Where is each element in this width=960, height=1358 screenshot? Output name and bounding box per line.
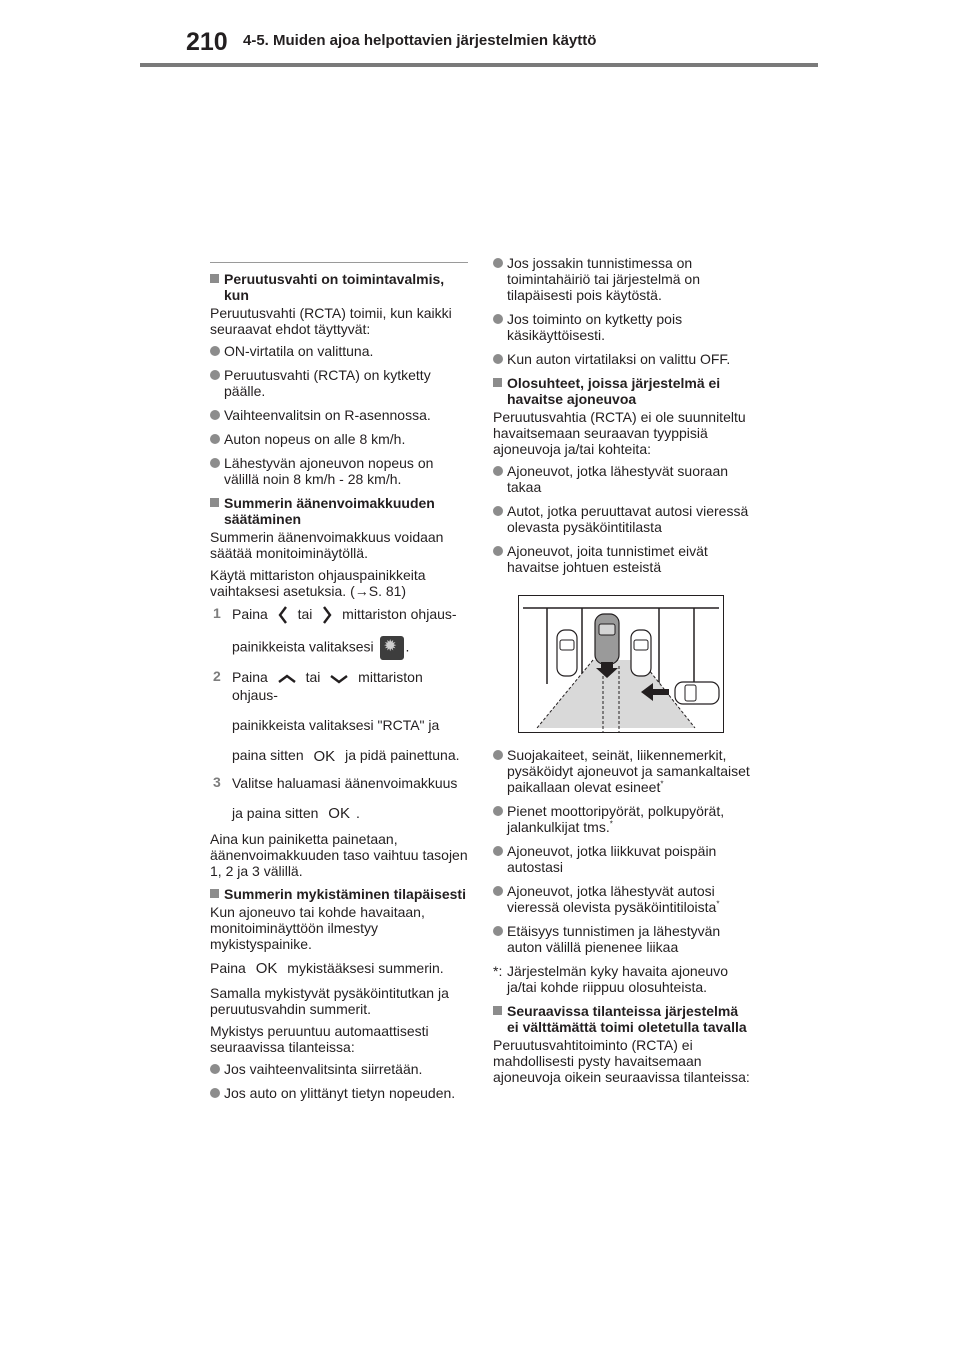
list-item: Etäisyys tunnistimen ja lähestyvän auton välillä pienenee liikaa bbox=[493, 923, 753, 955]
section-title: 4-5. Muiden ajoa helpottavien järjestelmien käyttö bbox=[243, 32, 597, 49]
step-number: 3 bbox=[213, 773, 221, 790]
column-top-rule bbox=[210, 262, 468, 263]
heading-undetected-conditions: Olosuhteet, joissa järjestelmä ei havaitse ajoneuvoa bbox=[493, 375, 753, 407]
heading-rcta-ready: Peruutusvahti on toimintavalmis, kun bbox=[210, 271, 470, 303]
list-item: Ajoneuvot, jotka lähestyvät suoraan takaa bbox=[493, 463, 753, 495]
paragraph: Aina kun painiketta painetaan, äänenvoimakkuuden taso vaihtuu tasojen 1, 2 ja 3 välillä. bbox=[210, 830, 468, 879]
chevron-up-icon bbox=[278, 674, 296, 684]
list-item: Pienet moottoripyörät, polkupyörät, jalankulkijat tms.* bbox=[493, 803, 753, 835]
list-item: Jos vaihteenvalitsinta siirretään. bbox=[210, 1061, 470, 1077]
paragraph: Mykistys peruuntuu automaattisesti seuraavissa tilanteissa: bbox=[210, 1023, 429, 1056]
paragraph: Käytä mittariston ohjauspainikkeita vaihtaksesi asetuksia. (→S. 81) bbox=[210, 567, 426, 599]
chevron-down-icon bbox=[330, 674, 348, 684]
list-item: Autot, jotka peruuttavat autosi vieressä olevasta pysäköintitilasta bbox=[493, 503, 753, 535]
step-3: 3 Valitse haluamasi äänenvoimakkuus ja paina sitten OK . bbox=[213, 773, 458, 822]
paragraph: Kun ajoneuvo tai kohde havaitaan, monitoiminäyttöön ilmestyy mykistyspainike. bbox=[210, 903, 425, 952]
heading-mute-buzzer: Summerin mykistäminen tilapäisesti bbox=[210, 886, 470, 902]
header-rule bbox=[140, 63, 818, 67]
step-number: 2 bbox=[213, 668, 221, 685]
gear-icon bbox=[380, 636, 404, 660]
step-1: 1 Paina tai mittariston ohjaus- painikkeista valitaksesi ✹ . bbox=[210, 605, 470, 660]
paragraph: Peruutusvahti (RCTA) toimii, kun kaikki seuraavat ehdot täyttyvät: bbox=[210, 305, 452, 337]
ok-icon: OK bbox=[313, 747, 336, 765]
paragraph: Peruutusvahtitoiminto (RCTA) ei mahdollisesti pysty havaitsemaan ajoneuvoja oikein seuraavissa tilanteissa: bbox=[493, 1037, 750, 1085]
heading-buzzer-volume: Summerin äänenvoimakkuuden säätäminen bbox=[210, 495, 470, 527]
list-item: Jos toiminto on kytketty pois käsikäyttöisesti. bbox=[493, 311, 753, 343]
list-item: Jos auto on ylittänyt tietyn nopeuden. bbox=[210, 1085, 470, 1101]
list-item: Peruutusvahti (RCTA) on kytketty päälle. bbox=[210, 367, 470, 399]
list-item: Jos jossakin tunnistimessa on toimintahäiriö tai järjestelmä on tilapäisesti pois käytöstä. bbox=[493, 255, 753, 303]
chevron-right-icon bbox=[322, 606, 332, 624]
paragraph: Samalla mykistyvät pysäköintitutkan ja peruutusvahdin summerit. bbox=[210, 985, 449, 1018]
list-item: Ajoneuvot, jotka liikkuvat poispäin autostasi bbox=[493, 843, 753, 875]
page-number: 210 bbox=[186, 28, 228, 56]
left-column bbox=[210, 262, 470, 1109]
step-number: 1 bbox=[213, 605, 221, 621]
list-item: Suojakaiteet, seinät, liikennemerkit, pysäköidyt ajoneuvot ja samankaltaiset paikallaan olevat esineet* bbox=[493, 747, 753, 795]
chevron-left-icon bbox=[278, 606, 288, 624]
footnote: *: Järjestelmän kyky havaita ajoneuvo ja/tai kohde riippuu olosuhteista. bbox=[493, 963, 729, 995]
list-item: ON-virtatila on valittuna. bbox=[210, 343, 470, 359]
list-item: Vaihteenvalitsin on R-asennossa. bbox=[210, 407, 470, 423]
list-item: Kun auton virtatilaksi on valittu OFF. bbox=[493, 351, 753, 367]
list-item: Ajoneuvot, joita tunnistimet eivät havaitse johtuen esteistä bbox=[493, 543, 753, 575]
ok-icon: OK bbox=[255, 960, 278, 978]
list-item: Lähestyvän ajoneuvon nopeus on välillä noin 8 km/h - 28 km/h. bbox=[210, 455, 470, 487]
parking-diagram-svg bbox=[519, 596, 723, 732]
step-2: 2 Paina tai mittariston ohjaus- painikkeista valitaksesi "RCTA" ja paina sitten OK ja pidä painettuna. bbox=[213, 668, 460, 765]
list-item: Auton nopeus on alle 8 km/h. bbox=[210, 431, 470, 447]
paragraph: Paina OK mykistääksesi summerin. bbox=[210, 959, 444, 978]
right-column bbox=[493, 255, 753, 1091]
parking-diagram bbox=[518, 595, 724, 733]
list-item: Ajoneuvot, jotka lähestyvät autosi vieressä olevista pysäköintitiloista* bbox=[493, 883, 753, 915]
paragraph: Summerin äänenvoimakkuus voidaan säätää monitoiminäytöllä. bbox=[210, 529, 444, 561]
ok-icon: OK bbox=[328, 804, 350, 822]
heading-may-not-work: Seuraavissa tilanteissa järjestelmä ei välttämättä toimi oletetulla tavalla bbox=[493, 1003, 753, 1035]
paragraph: Peruutusvahtia (RCTA) ei ole suunniteltu havaitsemaan seuraavan tyyppisiä ajoneuvoja ja/tai kohteita: bbox=[493, 409, 746, 457]
